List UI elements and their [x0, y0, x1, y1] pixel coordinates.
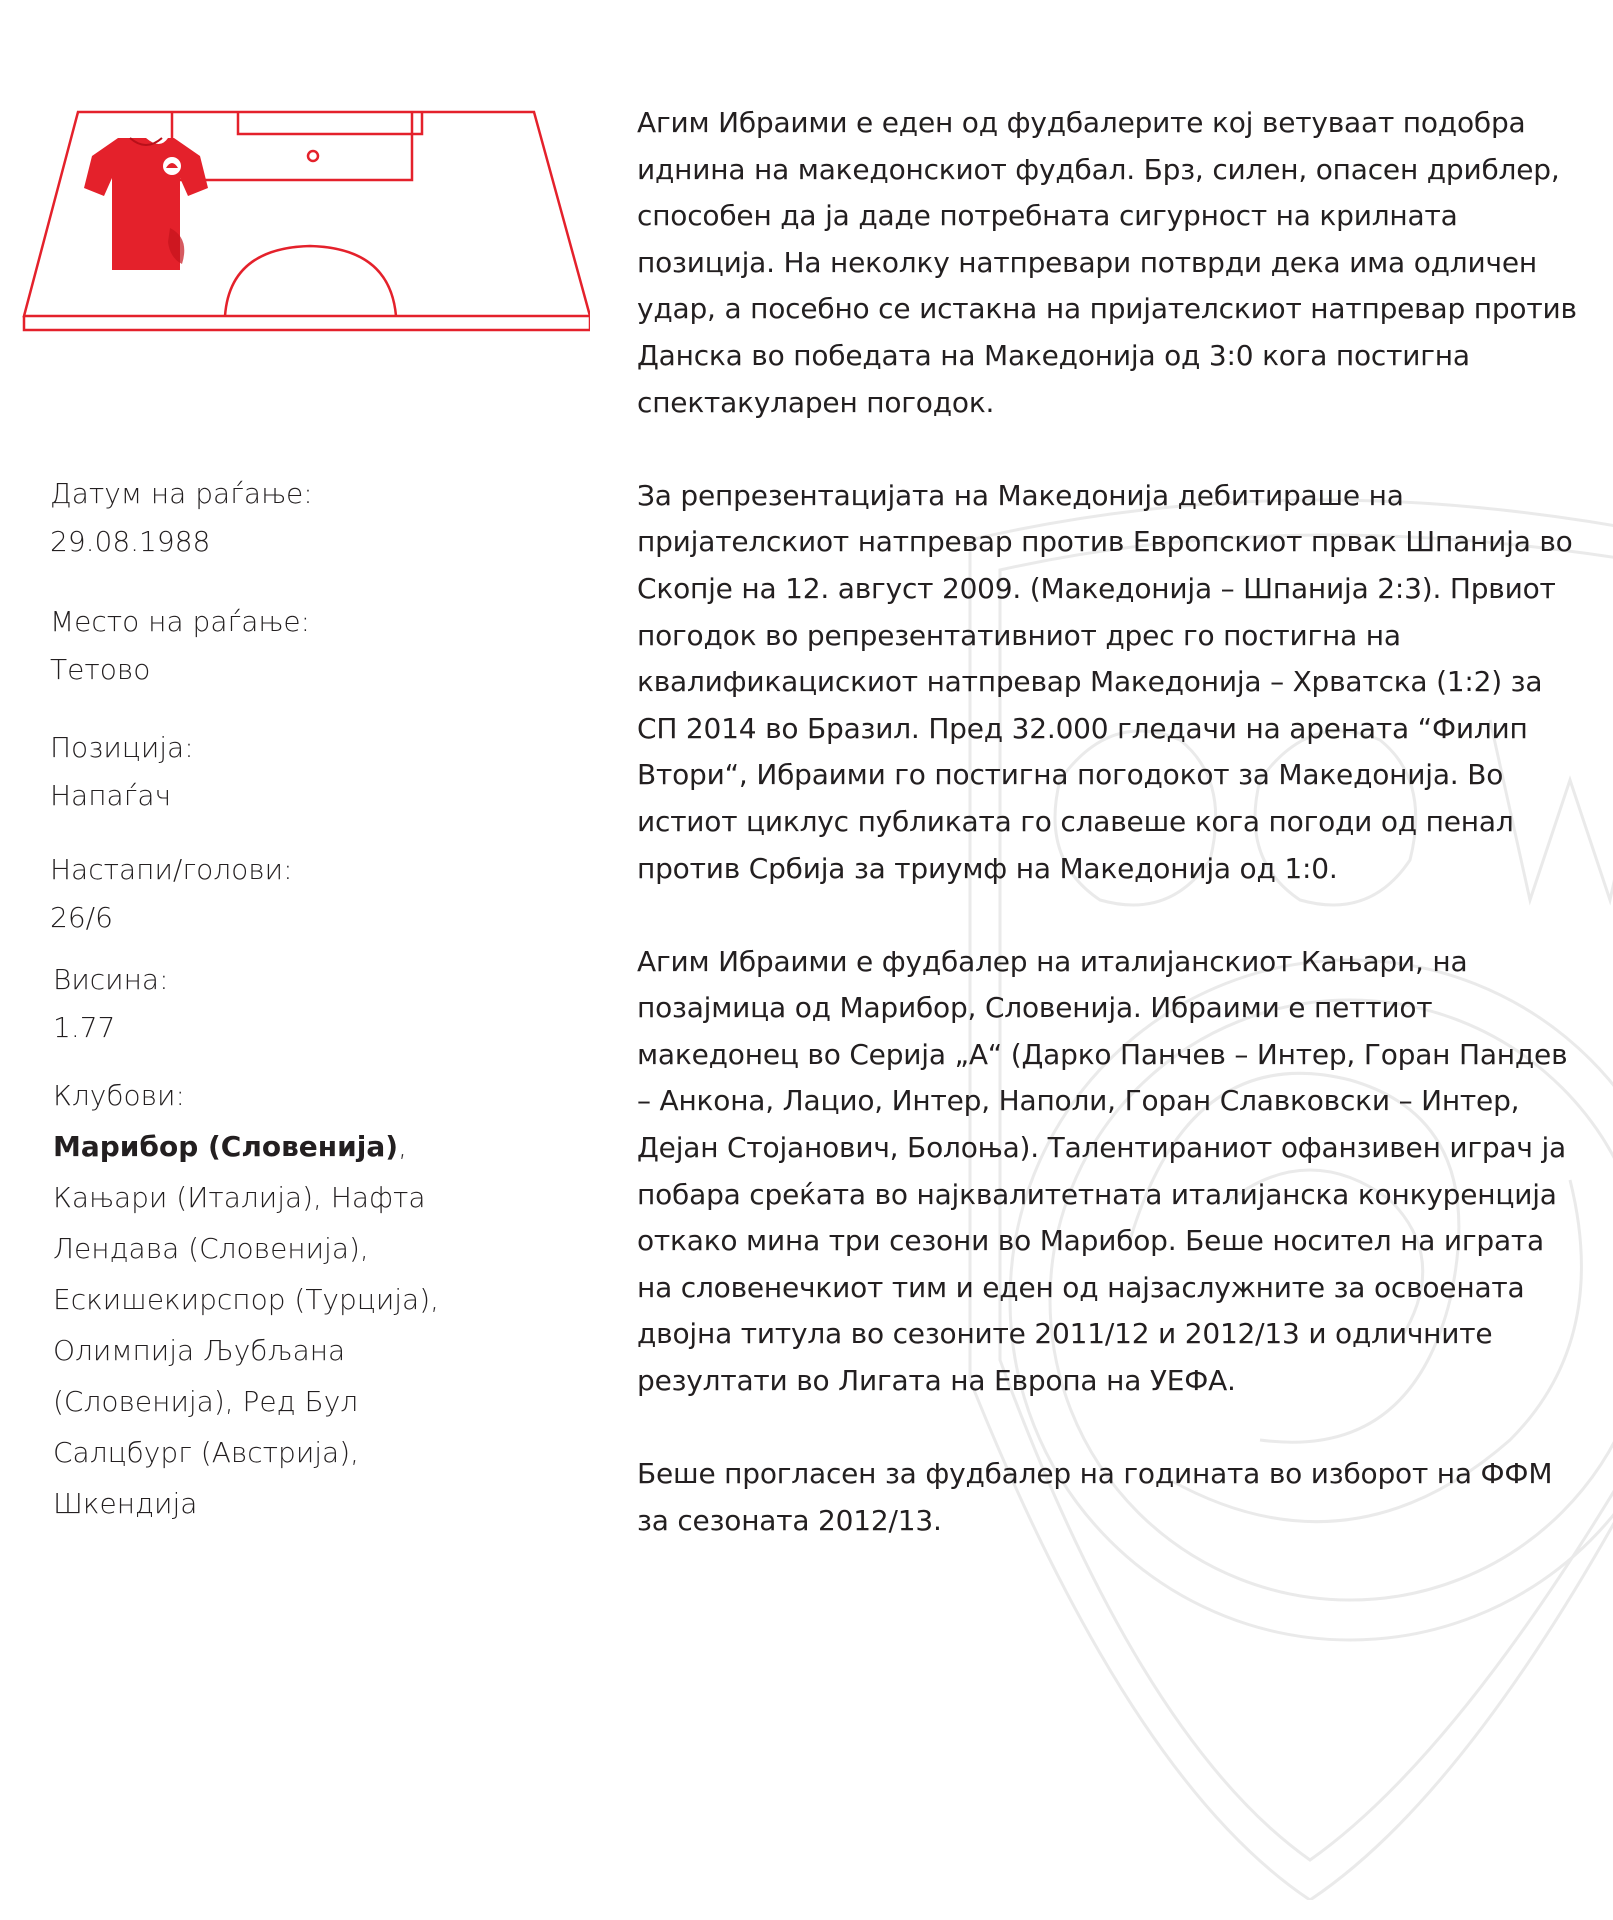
clubs-value — [53, 1130, 439, 1520]
caps-label: Настапи/голови: — [50, 853, 293, 886]
position-value: Напаѓач — [50, 779, 172, 812]
pitch-graphic — [20, 108, 590, 336]
center-arc — [225, 246, 396, 316]
birth-place-block — [50, 598, 310, 694]
clubs-block — [53, 1070, 493, 1529]
goal-area — [238, 112, 422, 134]
biography — [637, 100, 1577, 1591]
clubs-label: Клубови: — [53, 1079, 185, 1112]
penalty-box — [172, 112, 412, 180]
birth-place-value: Тетово — [50, 653, 151, 686]
jersey-icon — [84, 138, 208, 270]
penalty-spot — [308, 151, 318, 161]
bio-paragraph: Агим Ибраими е еден од фудбалерите кој ветуваат подобра иднина на македонскиот фудбал. Брз, силен, опасен дриблер, способен да ја даде потребната сигурност на крилната позиција. На неколку натпревари потврди дека има одличен удар, а посебно се истакна на пријателскиот натпревар против Данска во победата на Македонија од 3:0 кога постигна спектакуларен погодок. — [637, 106, 1577, 419]
birth-date-value: 29.08.1988 — [50, 525, 211, 558]
clubs-previous: , Кањари (Италија), Нафта Лендава (Словенија), Ескишекирспор (Турција), Олимпија Љубљана (Словенија), Ред Бул Салцбург (Австрија), Шкендија — [53, 1130, 440, 1520]
caps-value: 26/6 — [50, 901, 113, 934]
pitch-outline — [24, 112, 590, 316]
height-label: Висина: — [53, 963, 169, 996]
pitch-edge — [24, 316, 590, 330]
bio-paragraph: Агим Ибраими е фудбалер на италијанскиот Кањари, на позајмица од Марибор, Словенија. Ибраими е петтиот македонец во Серија „А“ (Дарко Панчев – Интер, Горан Пандев – Анкона, Лацио, Интер, Наполи, Горан Славковски – Интер, Дејан Стојанович, Болоња). Талентираниот офанзивен играч ја побара среќата во најквалитетната италијанска конкуренција откако мина три сезони во Марибор. Беше носител на играта на словенечкиот тим и еден од најзаслужните за освоената двојна титула во сезоните 2011/12 и 2012/13 и одличните резултати во Лигата на Европа на УЕФА. — [637, 944, 1568, 1398]
birth-place-label: Место на раѓање: — [50, 605, 311, 638]
caps-block — [50, 846, 293, 942]
position-block — [50, 724, 194, 820]
position-label: Позиција: — [50, 731, 194, 764]
bio-paragraph: За репрезентацијата на Македонија дебитираше на пријателскиот натпревар против Европскиот првак Шпанија во Скопје на 12. август 2009. (Македонија – Шпанија 2:3). Првиот погодок во репрезентативниот дрес го постигна на квалификацискиот натпревар Македонија – Хрватска (1:2) за СП 2014 во Бразил. Пред 32.000 гледачи на арената “Филип Втори“, Ибраими го постигна погодокот за Македонија. Во истиот циклус публиката го славеше кога погоди од пенал против Србија за триумф на Македонија од 1:0. — [637, 478, 1573, 885]
clubs-current: Марибор (Словенија) — [53, 1130, 399, 1163]
bio-paragraph: Беше прогласен за фудбалер на годината во изборот на ФФМ за сезоната 2012/13. — [637, 1457, 1553, 1537]
birth-date-block — [50, 470, 313, 566]
birth-date-label: Датум на раѓање: — [50, 477, 313, 510]
height-block — [53, 956, 169, 1052]
height-value: 1.77 — [53, 1011, 116, 1044]
